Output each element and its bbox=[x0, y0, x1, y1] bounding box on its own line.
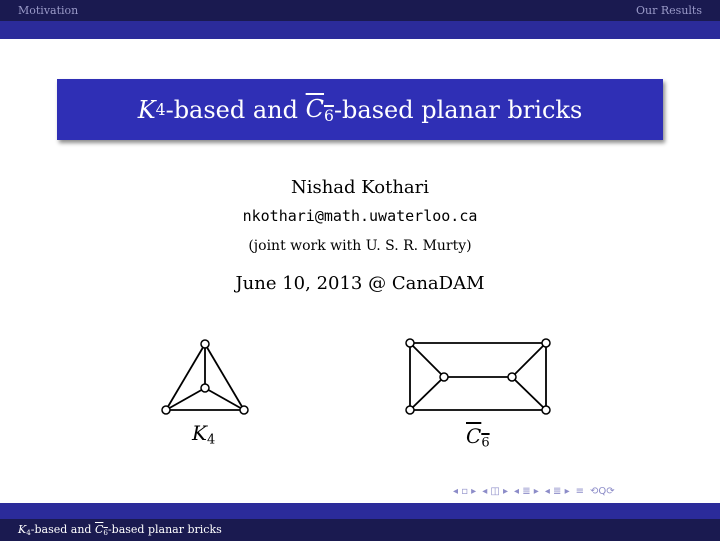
c6-edge bbox=[410, 343, 444, 377]
talk-date: June 10, 2013 @ CanaDAM bbox=[235, 273, 485, 294]
nav-frame-icon[interactable]: ◂ ◫ ▸ bbox=[482, 485, 509, 497]
c6-vertex bbox=[542, 406, 550, 414]
k4-vertex bbox=[201, 384, 209, 392]
k4-vertex bbox=[240, 406, 248, 414]
title-part2: -based planar bricks bbox=[333, 95, 583, 124]
title-c-symbol: C bbox=[305, 94, 325, 123]
c6-edge bbox=[512, 377, 546, 410]
c6-vertex bbox=[406, 406, 414, 414]
title-c-sub: 6 bbox=[324, 106, 334, 125]
nav-next-section-icon[interactable]: ◂ ≣ ▸ bbox=[544, 485, 570, 497]
k4-edge bbox=[166, 344, 205, 410]
k4-edge bbox=[205, 344, 244, 410]
c6-graph bbox=[410, 343, 546, 410]
c6-edge bbox=[512, 343, 546, 377]
footer-title: $K_4$-based and $C_6$-based planar bricks bbox=[18, 523, 222, 537]
k4-graph bbox=[166, 344, 244, 410]
title-part1: -based and bbox=[165, 95, 306, 124]
title-k-symbol: K bbox=[137, 95, 156, 124]
c6-vertex bbox=[542, 339, 550, 347]
nav-prev-section-icon[interactable]: ◂ ≣ ▸ bbox=[514, 485, 539, 497]
k4-vertex bbox=[201, 340, 209, 348]
c6-vertex bbox=[440, 373, 448, 381]
author-name: Nishad Kothari bbox=[290, 177, 430, 198]
c6-vertex bbox=[406, 339, 414, 347]
author-email: nkothari@math.uwaterloo.ca bbox=[242, 207, 478, 225]
section-our-results[interactable]: Our Results bbox=[636, 4, 702, 17]
k4-label: $K_4$ bbox=[192, 421, 216, 448]
nav-search-icon[interactable]: ⟲Q⟳ bbox=[590, 485, 615, 497]
c6-vertex bbox=[508, 373, 516, 381]
title-k-sub: 4 bbox=[155, 100, 166, 119]
c6-edge bbox=[410, 377, 444, 410]
footer-bar bbox=[0, 519, 720, 541]
c6-label: $C_6$ bbox=[466, 424, 490, 451]
nav-prev-frame-icon[interactable]: ◂ ▫ ▸ bbox=[453, 485, 477, 497]
navigation-controls bbox=[453, 484, 715, 498]
footer-strip bbox=[0, 503, 720, 519]
nav-equals-icon[interactable]: ≡ bbox=[575, 485, 584, 497]
k4-vertex bbox=[162, 406, 170, 414]
joint-work-note: (joint work with U. S. R. Murty) bbox=[248, 238, 472, 254]
section-motivation[interactable]: Motivation bbox=[18, 4, 79, 17]
